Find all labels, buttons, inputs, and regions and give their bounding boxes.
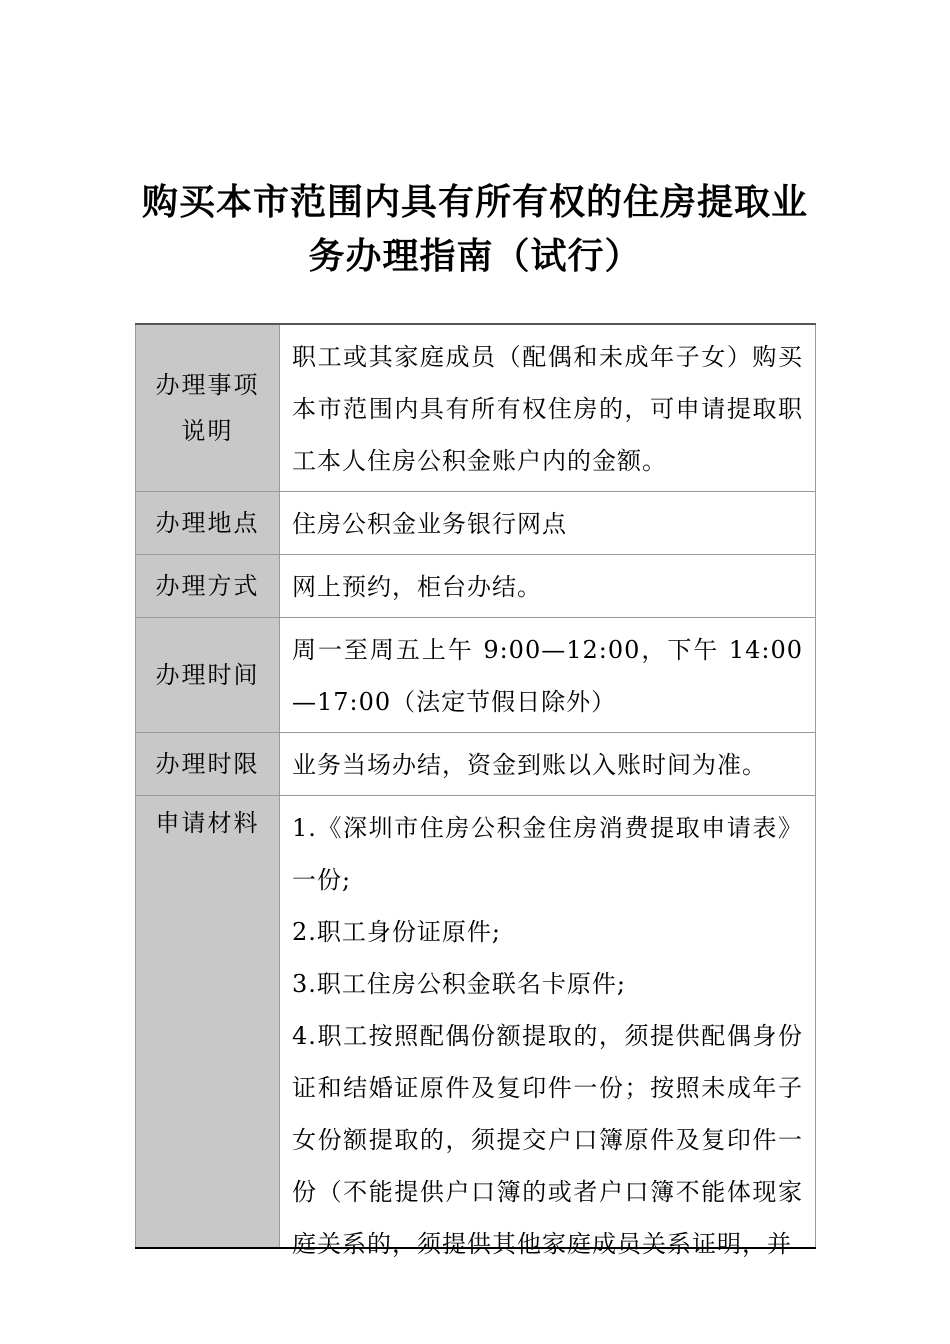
row-label-location: 办理地点: [136, 492, 280, 555]
row-value-description: 职工或其家庭成员（配偶和未成年子女）购买本市范围内具有所有权住房的，可申请提取职工本人住房公积金账户内的金额。: [280, 324, 816, 492]
row-label-line: 办理事项: [155, 371, 260, 399]
table-row: [136, 555, 816, 618]
materials-item: 3.职工住房公积金联名卡原件;: [292, 970, 626, 998]
row-label-time-limit: 办理时限: [136, 733, 280, 796]
row-label-hours: 办理时间: [136, 618, 280, 733]
row-value-location: 住房公积金业务银行网点: [280, 492, 816, 555]
row-label-materials: 申请材料: [136, 796, 280, 1249]
materials-item: 4.职工按照配偶份额提取的，须提供配偶身份证和结婚证原件及复印件一份；按照未成年子女份额提取的，须提交户口簿原件及复印件一份（不能提供户口簿的或者户口簿不能体现家庭关系的，须提供其他家庭成员关系证明，并: [292, 1022, 803, 1258]
materials-list: [292, 802, 803, 1258]
row-label-method: 办理方式: [136, 555, 280, 618]
table-row: [136, 324, 816, 492]
title-line-1: 购买本市范围内具有所有权的住房提取业: [141, 182, 808, 223]
row-label-line: 说明: [181, 417, 234, 445]
row-value-time-limit: 业务当场办结，资金到账以入账时间为准。: [280, 733, 816, 796]
row-value-materials: [280, 796, 816, 1258]
title-line-2: 务办理指南（试行）: [308, 236, 642, 277]
table-row: [136, 618, 816, 733]
row-value-hours: 周一至周五上午 9:00—12:00，下午 14:00—17:00（法定节假日除外）: [280, 618, 816, 733]
row-value-method: 网上预约，柜台办结。: [280, 555, 816, 618]
table-row: [136, 492, 816, 555]
document-title: [0, 176, 950, 284]
materials-item: 2.职工身份证原件;: [292, 918, 501, 946]
row-label-description: [136, 324, 280, 492]
table-row: [136, 733, 816, 796]
materials-item: 1.《深圳市住房公积金住房消费提取申请表》一份;: [292, 814, 803, 894]
table-row: [136, 796, 816, 1249]
guide-table: [135, 323, 816, 1258]
